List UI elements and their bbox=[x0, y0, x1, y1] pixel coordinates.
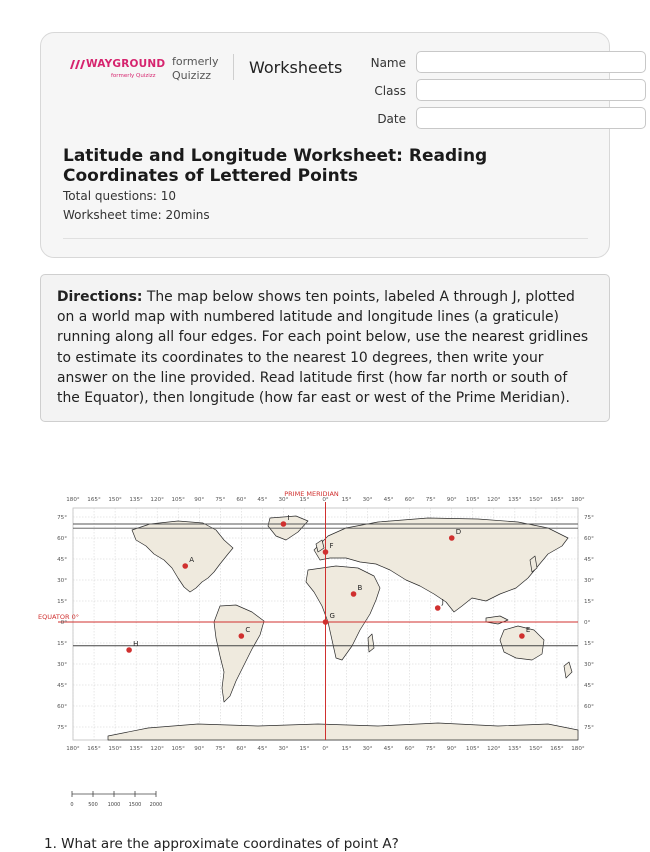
latitude-tick-label: 60° bbox=[584, 704, 594, 710]
longitude-tick-label: 75° bbox=[425, 746, 436, 752]
latitude-tick-label: 30° bbox=[584, 662, 594, 668]
longitude-tick-label: 0° bbox=[322, 497, 329, 503]
latitude-tick-label: 75° bbox=[57, 515, 67, 521]
longitude-tick-label: 180° bbox=[66, 497, 80, 503]
latitude-tick-label: 45° bbox=[57, 557, 67, 563]
longitude-tick-label: 105° bbox=[466, 746, 480, 752]
name-label: Name bbox=[370, 56, 406, 70]
worksheet-title: Latitude and Longitude Worksheet: Reading Coordinates of Lettered Points bbox=[63, 146, 488, 186]
point-e-label: E bbox=[525, 626, 531, 634]
latitude-tick-label: 60° bbox=[57, 704, 67, 710]
directions-text: The map below shows ten points, labeled A through J, plotted on a world map with numbered latitude and longitude lines (a graticule) running along all four edges. For each point below, use the nearest gridlines to estimate its coordinates to the nearest 10 degrees, then write your answer on the line provided. Read latitude first (how far north or south of the Equator), then longitude (how far east or west of the Prime Meridian). bbox=[57, 289, 589, 407]
longitude-tick-label: 30° bbox=[362, 746, 373, 752]
point-i-marker bbox=[281, 521, 287, 527]
latitude-tick-label: 30° bbox=[584, 578, 594, 584]
longitude-tick-label: 150° bbox=[529, 497, 543, 503]
worksheet-header-card bbox=[40, 32, 610, 258]
longitude-tick-label: 90° bbox=[194, 746, 205, 752]
latitude-tick-label: 45° bbox=[584, 557, 594, 563]
latitude-tick-label: 15° bbox=[57, 641, 67, 647]
point-a-marker bbox=[182, 563, 188, 569]
total-questions: Total questions: 10 bbox=[63, 189, 177, 203]
longitude-tick-label: 90° bbox=[194, 497, 205, 503]
latitude-tick-label: 30° bbox=[57, 662, 67, 668]
point-b-label: B bbox=[357, 584, 363, 592]
logo-wordmark: WAYGROUND bbox=[86, 58, 166, 70]
formerly-quizizz-text: formerly Quizizz bbox=[172, 55, 219, 82]
latitude-tick-label: 45° bbox=[57, 683, 67, 689]
longitude-tick-label: 0° bbox=[322, 746, 329, 752]
point-f-marker bbox=[323, 549, 329, 555]
longitude-tick-label: 45° bbox=[257, 746, 268, 752]
header-divider bbox=[63, 238, 588, 239]
point-b-marker bbox=[351, 591, 357, 597]
longitude-tick-label: 60° bbox=[404, 746, 415, 752]
longitude-tick-label: 30° bbox=[278, 746, 289, 752]
point-d-label: D bbox=[455, 528, 462, 536]
longitude-tick-label: 120° bbox=[150, 746, 164, 752]
scale-label: 0 bbox=[70, 802, 74, 808]
point-g-marker bbox=[323, 619, 329, 625]
worksheet-time: Worksheet time: 20mins bbox=[63, 208, 210, 222]
point-f-label: F bbox=[329, 542, 334, 550]
longitude-tick-label: 90° bbox=[446, 497, 457, 503]
scale-label: 1000 bbox=[107, 802, 121, 808]
point-j-label: J bbox=[441, 598, 444, 606]
latitude-tick-label: 75° bbox=[584, 725, 594, 731]
point-i-label: I bbox=[287, 514, 290, 522]
longitude-tick-label: 165° bbox=[87, 497, 101, 503]
longitude-tick-label: 165° bbox=[87, 746, 101, 752]
date-field[interactable] bbox=[416, 107, 646, 129]
world-map-graphic bbox=[38, 488, 598, 763]
point-e-marker bbox=[519, 633, 525, 639]
point-j-marker bbox=[435, 605, 441, 611]
longitude-tick-label: 45° bbox=[383, 746, 394, 752]
longitude-tick-label: 165° bbox=[550, 497, 564, 503]
longitude-tick-label: 75° bbox=[425, 497, 436, 503]
latitude-tick-label: 75° bbox=[57, 725, 67, 731]
question-1: 1. What are the approximate coordinates of point A? bbox=[44, 836, 399, 852]
longitude-tick-label: 120° bbox=[150, 497, 164, 503]
longitude-tick-label: 45° bbox=[383, 497, 394, 503]
longitude-tick-label: 15° bbox=[341, 746, 352, 752]
point-g-label: G bbox=[329, 612, 335, 620]
longitude-tick-label: 45° bbox=[257, 497, 268, 503]
name-field[interactable] bbox=[416, 51, 646, 73]
latitude-tick-label: 60° bbox=[57, 536, 67, 542]
latitude-tick-label: 15° bbox=[57, 599, 67, 605]
longitude-tick-label: 135° bbox=[129, 746, 143, 752]
longitude-tick-label: 135° bbox=[508, 497, 522, 503]
point-a-label: A bbox=[189, 556, 195, 564]
longitude-tick-label: 60° bbox=[236, 746, 247, 752]
point-h-label: H bbox=[133, 640, 139, 648]
logo-subtext: formerly Quizizz bbox=[111, 73, 156, 79]
latitude-tick-label: 0° bbox=[584, 620, 591, 626]
class-label: Class bbox=[374, 84, 406, 98]
equator-label: EQUATOR 0° bbox=[38, 613, 79, 621]
point-c-marker bbox=[239, 633, 245, 639]
longitude-tick-label: 75° bbox=[215, 746, 226, 752]
scale-label: 2000 bbox=[149, 802, 163, 808]
longitude-tick-label: 165° bbox=[550, 746, 564, 752]
scale-label: 1500 bbox=[128, 802, 142, 808]
longitude-tick-label: 15° bbox=[299, 746, 310, 752]
longitude-tick-label: 60° bbox=[236, 497, 247, 503]
longitude-tick-label: 120° bbox=[487, 497, 501, 503]
latitude-tick-label: 15° bbox=[584, 599, 594, 605]
longitude-tick-label: 180° bbox=[66, 746, 80, 752]
latitude-tick-label: 45° bbox=[584, 683, 594, 689]
prime-meridian-label: PRIME MERIDIAN bbox=[284, 490, 339, 498]
directions-box bbox=[40, 274, 610, 422]
longitude-tick-label: 150° bbox=[108, 497, 122, 503]
date-label: Date bbox=[377, 112, 406, 126]
longitude-tick-label: 30° bbox=[362, 497, 373, 503]
longitude-tick-label: 60° bbox=[404, 497, 415, 503]
longitude-tick-label: 135° bbox=[129, 497, 143, 503]
world-map bbox=[38, 488, 598, 763]
scale-label: 500 bbox=[88, 802, 98, 808]
longitude-tick-label: 180° bbox=[571, 497, 585, 503]
longitude-tick-label: 150° bbox=[108, 746, 122, 752]
brand-divider bbox=[233, 54, 234, 80]
longitude-tick-label: 105° bbox=[466, 497, 480, 503]
point-c-label: C bbox=[245, 626, 251, 634]
longitude-tick-label: 15° bbox=[299, 497, 310, 503]
latitude-tick-label: 30° bbox=[57, 578, 67, 584]
logo-mark-icon bbox=[69, 58, 85, 70]
longitude-tick-label: 120° bbox=[487, 746, 501, 752]
longitude-tick-label: 30° bbox=[278, 497, 289, 503]
latitude-tick-label: 60° bbox=[584, 536, 594, 542]
longitude-tick-label: 90° bbox=[446, 746, 457, 752]
point-h-marker bbox=[126, 647, 132, 653]
wayground-logo bbox=[69, 56, 166, 88]
latitude-tick-label: 15° bbox=[584, 641, 594, 647]
longitude-tick-label: 135° bbox=[508, 746, 522, 752]
scale-bar bbox=[60, 788, 180, 810]
latitude-tick-label: 75° bbox=[584, 515, 594, 521]
longitude-tick-label: 75° bbox=[215, 497, 226, 503]
class-field[interactable] bbox=[416, 79, 646, 101]
longitude-tick-label: 15° bbox=[341, 497, 352, 503]
worksheets-label: Worksheets bbox=[249, 58, 343, 77]
point-d-marker bbox=[449, 535, 455, 541]
longitude-tick-label: 105° bbox=[171, 497, 185, 503]
longitude-tick-label: 150° bbox=[529, 746, 543, 752]
longitude-tick-label: 105° bbox=[171, 746, 185, 752]
antarctica bbox=[108, 723, 578, 740]
directions-lead: Directions: bbox=[57, 289, 143, 305]
latitude-tick-label: 0° bbox=[60, 620, 67, 626]
longitude-tick-label: 180° bbox=[571, 746, 585, 752]
